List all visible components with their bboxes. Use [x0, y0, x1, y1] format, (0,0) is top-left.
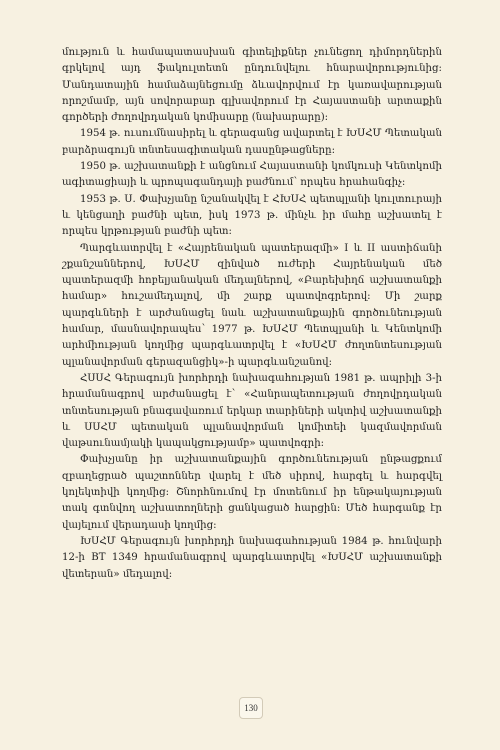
paragraph-8: ԽՍՀՄ Գերագույն խորհրդի նախագահության 1984 թ. հունվարի 12-ի ВТ 1349 հրամանագրով պարգևատրվել «ԽՍՀՄ աշխատանքի վետերան» մեդալով: [62, 535, 442, 580]
paragraph-6: ՀՍՍՀ Գերագույն խորհրդի նախագահության 1981 թ. ապրիլի 3-ի հրամանագրով արժանացել է՝ «Հանրապետության ժողովրդական տնտեսության բնագավառում երկար տարիների ակտիվ աշխատանքի և ՍՍՀՄ պետական պլանավորման կոմիտեի կազմավորման վաթսունամյակի կապակցությամբ» պատվոգրի: [62, 372, 442, 450]
paragraph-5: Պարգևատրվել է «Հայրենական պատերազմի» I և II աստիճանի շքանշաններով, ԽՍՀՄ զինված ուժերի Հայրենական մեծ պատերազմի հոբելյանական մեդալներով, «Բարեխիղճ աշխատանքի համար» հուշամեդալով, մի շարք պատվոգրերով: Մի շարք պարգևների է արժանացել նաև աշխատանքային գործունեության համար, մասնավորապես՝ 1977 թ. ԽՍՀՄ Պետպլանի և Կենտկոմի արհմիության կողմից պարգևատրվել է «ԽՍՀՄ ժողտնտեսության պլանավորման գերազանցիկ»-ի պարգևանշանով: [62, 242, 442, 368]
paragraph-4: 1953 թ. Ս. Փախչյանը նշանակվել է ՀԽՍՀ պետպլանի կուլտուրայի և կենցաղի բաժնի պետ, իսկ 1973 թ. մինչև իր մահը աշխատել է որպես կրթության բաժնի պետ: [62, 193, 442, 238]
document-body [62, 45, 442, 583]
page-number: 130 [239, 697, 263, 719]
paragraph-2: 1954 թ. ուսումնասիրել և գերագանց ավարտել է ԽՍՀՄ Պետական բարձրագույն տնտեսագիտական դասընթացները: [62, 128, 442, 156]
paragraph-1: մություն և համապատասխան գիտելիքներ չունեցող դիմորդներին գրկելով այդ ֆակուլտետն ընդունվելու հնարավորությունից: Մանդատային համաձայնեցումը ձևավորվում էր կառավարության որոշմամբ, այն սովորաբար գլխավորում էր Հայաստանի արտաքին գործերի ժողովրդական կոմիսարը (նախարարը): [62, 47, 442, 124]
paragraph-7: Փախչյանը իր աշխատանքային գործունեության ընթացքում զբաղեցրած պաշտոններ վարել է մեծ սիրով, հարգել և հարգվել կոլեկտիվի կողմից: Շնորհնումով էր մոտենում իր ենթակայության տակ գտնվող աշխատողների ցանկացած հարցին: Մեծ հարգանք էր վայելում վերադասի կողմից: [62, 454, 442, 531]
paragraph-3: 1950 թ. աշխատանքի է անցնում Հայաստանի կոմկուսի Կենտկոմի ագիտացիայի և պրոպագանդայի բաժնում՝ որպես հրահանգիչ: [62, 161, 442, 189]
